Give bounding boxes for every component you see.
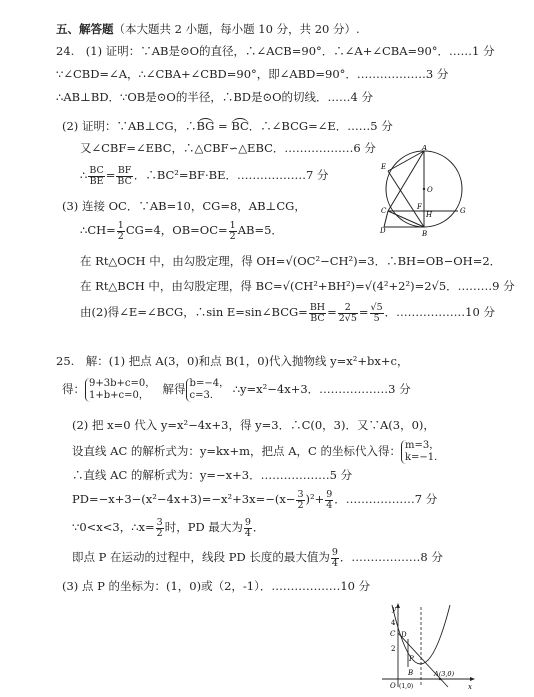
fraction-half [229, 221, 237, 242]
q25-text-h: ∵0<x<3，∴x= [72, 520, 155, 534]
q25-text-a: 得： [62, 382, 85, 396]
label-d: D [380, 227, 386, 235]
label-h: H [426, 211, 433, 219]
q24-part2-text-b: ．∴∠BCG=∠E．……5 分 [248, 119, 393, 133]
q24-part3-line-3: 在 Rt△OCH 中，由勾股定理，得 OH=√(OC²−CH²)=3．∴BH=OB−OH=2． [80, 254, 502, 268]
equation: c=3． [189, 390, 220, 401]
q25-line-1: 25. 解：(1) 把点 A(3，0)和点 B(1，0)代入抛物线 y=x²+bx+c， [56, 354, 409, 368]
frac-num: 9 [244, 516, 251, 528]
q24-part3-line-4: 在 Rt△BCH 中，由勾股定理，得 BC=√(CH²+BH²)=√(4²+2²)=2√5．………9 分 [80, 279, 515, 293]
frac-den: 2 [117, 230, 124, 242]
frac-num: 2 [338, 303, 358, 314]
fraction-3-2 [156, 518, 164, 539]
q25-text-e: PD=−x+3−(x²−4x+3)=−x²+3x=−(x− [72, 492, 296, 506]
label-x: x [468, 683, 472, 691]
q24-part3-text-b: CG=4，OB=OC= [125, 223, 228, 237]
label-o: O [427, 186, 433, 194]
frac-num: 3 [156, 516, 163, 528]
label-g: G [460, 207, 466, 215]
frac-den: 2√5 [338, 312, 357, 324]
label-4: 4 [391, 619, 396, 627]
q24-part2-line-2: 又∠CBF=∠EBC，∴△CBF∽△EBC．………………6 分 [80, 141, 376, 155]
label-e: E [381, 163, 387, 171]
q25-text-k: 即点 P 在运动的过程中，线段 PD 长度的最大值为 [72, 550, 330, 564]
fraction-9-4 [244, 518, 252, 539]
equation: b=−4， [189, 378, 230, 389]
label-c: C [381, 207, 387, 215]
label-origin: (1,0) [399, 683, 414, 690]
fraction-bc-be [88, 166, 104, 187]
q25-text-d: 设直线 AC 的解析式为：y=kx+m，把点 A，C 的坐标代入得： [72, 444, 401, 458]
q24-part2-line-1 [62, 119, 393, 133]
therefore-sign: ∴ [80, 168, 88, 182]
arc-bc: BC [231, 119, 249, 133]
label-a: A [422, 145, 428, 152]
q24-line-2: ∵∠CBD=∠A，∴∠CBA+∠CBD=90°，即∠ABD=90°．………………3 分 [56, 67, 449, 81]
frac-den: 4 [244, 527, 251, 539]
point-a-dot [439, 678, 441, 680]
q25-text-c: ∴y=x²−4x+3．………………3 分 [232, 382, 411, 396]
q24-part3-text-d: 由(2)得∠E=∠BCG，∴sin E=sin∠BCG= [80, 305, 308, 319]
frac-den: 4 [331, 557, 338, 569]
label-b: B [408, 669, 414, 677]
q24-part3-line-2 [80, 218, 283, 242]
frac-num: BH [309, 301, 326, 313]
fraction-root5-5 [370, 303, 384, 324]
parabola-figure [378, 603, 478, 693]
frac-den: BE [89, 175, 104, 187]
fraction-3-2 [296, 490, 304, 511]
q24-part3-text-a: ∴CH= [80, 223, 116, 237]
y-axis-arrow [396, 603, 400, 608]
frac-num: 9 [326, 488, 333, 500]
q24-part3-line-1: (3) 连接 OC．∵AB=10，CG=8，AB⊥CG， [62, 199, 306, 213]
equation: 1+b+c=0， [89, 390, 149, 401]
q25-line-8 [72, 544, 443, 570]
fraction-bh-bc [309, 303, 326, 324]
system-equations-3 [401, 440, 444, 464]
q24-part3-text-e: ．………………10 分 [384, 305, 495, 319]
frac-den: 2 [297, 499, 304, 511]
equation: m=3， [404, 440, 440, 451]
equation: 9+3b+c=0， [89, 378, 156, 389]
fraction-9-4 [325, 490, 333, 511]
label-a: A(3,0) [434, 670, 455, 678]
q25-line-7 [72, 514, 264, 540]
q25-line-9: (3) 点 P 的坐标为：(1，0)或（2，-1）．………………10 分 [62, 579, 371, 593]
fraction-9-4 [331, 548, 339, 569]
q25-line-5: ∴直线 AC 的解析式为：y=−x+3．………………5 分 [72, 468, 353, 482]
segment-ae [388, 151, 424, 171]
frac-num: 1 [117, 219, 124, 231]
frac-num: BF [117, 164, 132, 176]
q25-text-f: )²+ [305, 492, 325, 506]
label-2: 2 [391, 645, 396, 653]
fraction-bf-bc [116, 166, 132, 187]
q25-line-4 [72, 436, 444, 466]
center-dot [423, 188, 425, 190]
system-equations-2 [186, 378, 230, 402]
x-axis-arrow [470, 677, 475, 681]
frac-den: 4 [326, 499, 333, 511]
label-y: y [392, 605, 396, 613]
label-f: F [417, 203, 422, 211]
q24-part3-text-c: AB=5． [237, 223, 283, 237]
fraction-2-2root5 [338, 303, 358, 324]
system-equations-1 [85, 378, 155, 402]
label-c: C [390, 630, 396, 638]
label-d: D [401, 631, 407, 639]
frac-den: 2 [229, 230, 236, 242]
frac-num: 9 [331, 546, 338, 558]
q24-line-1: 24. (1) 证明：∵AB是⊙O的直径，∴∠ACB=90°．∴∠A+∠CBA=90°．……1 分 [56, 44, 495, 58]
q25-text-g: ．………………7 分 [334, 492, 438, 506]
q25-text-j: ． [252, 520, 265, 534]
circle-figure [380, 145, 470, 237]
arc-bg: BG [196, 119, 215, 133]
q25-text-l: ．………………8 分 [339, 550, 443, 564]
frac-den: BC [117, 175, 132, 187]
label-b: B [422, 230, 428, 237]
frac-num: BC [89, 164, 104, 176]
section-note: （本大题共 2 小题，每小题 10 分，共 20 分）. [113, 22, 360, 36]
segment-ac [388, 151, 424, 211]
q24-line-3: ∴AB⊥BD．∵OB是⊙O的半径，∴BD是⊙O的切线．……4 分 [56, 90, 374, 104]
q25-text-i: 时，PD 最大为 [164, 520, 243, 534]
q24-part2-text-a: (2) 证明：∵AB⊥CG，∴ [62, 119, 197, 133]
q25-line-6 [72, 486, 437, 512]
fraction-half [117, 221, 125, 242]
label-o: O [390, 682, 396, 690]
equation: k=−1． [404, 452, 445, 463]
q25-line-2 [62, 374, 411, 404]
q24-part3-line-5: 由(2)得∠E=∠BCG，∴sin E=sin∠BCG= $\frac{BH}{BC}$ = $\frac{2}{2√5}$ = $\frac{√5}{5}$ ．………………10 分 [80, 301, 495, 324]
frac-den: BC [310, 312, 325, 324]
q25-text-b: 解得 [162, 382, 186, 396]
q25-line-3: (2) 把 x=0 代入 y=x²−4x+3，得 y=3．∴C(0，3)．又∵A(3，0)， [72, 418, 435, 432]
arc-equals: = [214, 119, 232, 133]
frac-den: 2 [156, 527, 163, 539]
frac-num: √5 [370, 301, 383, 313]
frac-num: 1 [229, 219, 236, 231]
label-p: P [409, 655, 414, 663]
frac-num: 3 [297, 488, 304, 500]
q24-part2-line-3: ∴ $\frac{BC}{BE}$ = $\frac{BF}{BC}$ ．∴BC²=BF·BE．………………7 分 [80, 164, 329, 187]
q24-part2-text-c: ．∴BC²=BF·BE．………………7 分 [133, 168, 329, 182]
section-title [56, 22, 360, 36]
section-title-text: 五、解答题 [56, 22, 114, 36]
frac-den: 5 [373, 312, 380, 324]
